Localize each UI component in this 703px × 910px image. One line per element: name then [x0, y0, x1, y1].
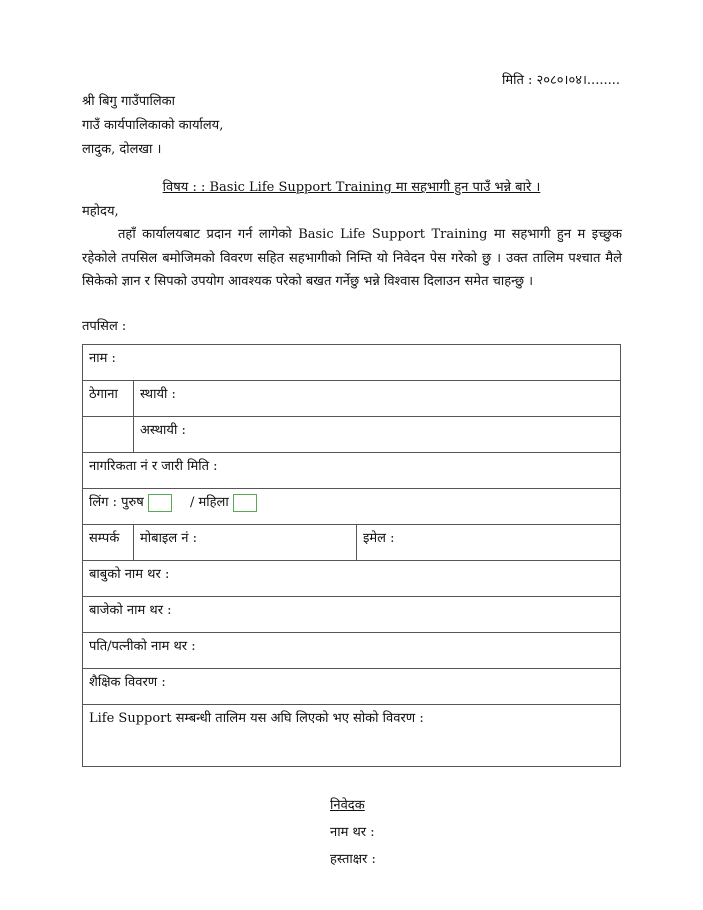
- mobile-field[interactable]: मोबाइल नं :: [134, 525, 357, 561]
- form-row-education: [83, 669, 621, 705]
- gender-male-label: लिंग : पुरुष: [89, 495, 144, 510]
- recipient-line-3: लादुक, दोलखा ।: [82, 142, 162, 157]
- date-line: मिति : २०८०।०४।........: [501, 73, 620, 88]
- form-row-grandfather: [83, 597, 621, 633]
- applicant-signature-line: हस्ताक्षर :: [330, 852, 376, 867]
- spouse-name-field[interactable]: पति/पत्नीको नाम थर :: [83, 633, 621, 669]
- name-field[interactable]: नाम :: [83, 345, 621, 381]
- applicant-title: निवेदक: [330, 798, 365, 813]
- recipient-line-1: श्री बिगु गाउँपालिका: [82, 94, 176, 109]
- gender-field: [83, 489, 621, 525]
- father-name-field[interactable]: बाबुको नाम थर :: [83, 561, 621, 597]
- subject-line: विषय : : Basic Life Support Training मा सहभागी हुन पाउँ भन्ने बारे ।: [162, 180, 541, 195]
- male-checkbox[interactable]: [148, 494, 172, 512]
- contact-label: सम्पर्क: [83, 525, 134, 561]
- form-row-name: [83, 345, 621, 381]
- form-row-citizenship: [83, 453, 621, 489]
- salutation: महोदय,: [82, 204, 119, 219]
- applicant-name-line: नाम थर :: [330, 825, 375, 840]
- education-field[interactable]: शैक्षिक विवरण :: [83, 669, 621, 705]
- address-label: ठेगाना: [83, 381, 134, 417]
- form-row-contact: [83, 525, 621, 561]
- citizenship-field[interactable]: नागरिकता नं र जारी मिति :: [83, 453, 621, 489]
- temporary-address-field[interactable]: अस्थायी :: [134, 417, 621, 453]
- details-form-table: [82, 344, 621, 767]
- address-label-blank: [83, 417, 134, 453]
- signature-block: [330, 792, 376, 873]
- form-row-permanent: [83, 381, 621, 417]
- details-heading: तपसिल :: [82, 319, 127, 334]
- recipient-line-2: गाउँ कार्यपालिकाको कार्यालय,: [82, 118, 224, 133]
- female-checkbox[interactable]: [233, 494, 257, 512]
- form-row-training: [83, 705, 621, 767]
- gender-female-label: / महिला: [189, 495, 229, 510]
- grandfather-name-field[interactable]: बाजेको नाम थर :: [83, 597, 621, 633]
- email-field[interactable]: इमेल :: [357, 525, 621, 561]
- form-row-gender: [83, 489, 621, 525]
- form-row-spouse: [83, 633, 621, 669]
- form-row-temporary: [83, 417, 621, 453]
- permanent-address-field[interactable]: स्थायी :: [134, 381, 621, 417]
- recipient-block: [82, 90, 223, 162]
- body-paragraph: तहाँ कार्यालयबाट प्रदान गर्न लागेको Basic Life Support Training मा सहभागी हुन म इच्छुक रहेकोले तपसिल बमोजिमको विवरण सहित सहभागीको निम्ति यो निवेदन पेस गरेको छु । उक्त तालिम पश्चात मैले सिकेको ज्ञान र सिपको उपयोग आवश्यक परेको बखत गर्नेछु भन्ने विश्वास दिलाउन समेत चाहन्छु ।: [82, 227, 622, 289]
- form-row-father: [83, 561, 621, 597]
- training-history-field[interactable]: Life Support सम्बन्धी तालिम यस अघि लिएको भए सोको विवरण :: [83, 705, 621, 767]
